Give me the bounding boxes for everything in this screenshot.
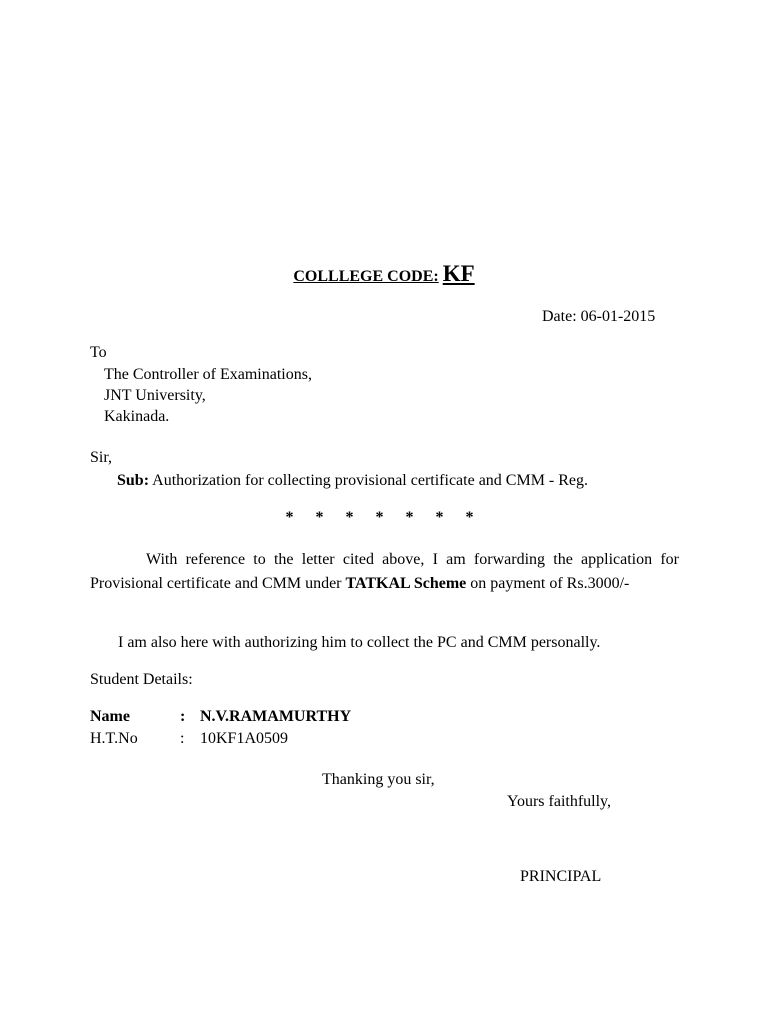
college-code-value: KF (442, 261, 475, 286)
student-name-label: Name (90, 708, 130, 725)
student-name-colon: : (180, 708, 186, 725)
address-to: To (90, 344, 107, 361)
body-paragraph-authorization: I am also here with authorizing him to collect the PC and CMM personally. (118, 634, 601, 651)
body-paragraph-forwarding (90, 548, 679, 596)
closing-thanks: Thanking you sir, (322, 771, 435, 788)
student-htno-value: 10KF1A0509 (200, 730, 289, 747)
college-code-heading (0, 262, 768, 285)
subject-line (117, 473, 588, 489)
student-htno-colon: : (180, 730, 185, 747)
address-line-university: JNT University, (104, 387, 206, 404)
subject-text: Authorization for collecting provisional certificate and CMM - Reg. (149, 472, 589, 489)
student-name-value: N.V.RAMAMURTHY (200, 708, 352, 725)
closing-yours-faithfully: Yours faithfully, (507, 793, 612, 810)
address-line-city: Kakinada. (104, 408, 170, 425)
student-htno-label: H.T.No (90, 730, 138, 747)
subject-label: Sub: (117, 472, 150, 489)
tatkal-scheme-text: TATKAL Scheme (345, 575, 467, 592)
signatory-principal: PRINCIPAL (520, 868, 602, 885)
college-code-label: COLLLEGE CODE: (293, 268, 439, 285)
body-paragraph-part2: on payment of Rs.3000/- (466, 575, 630, 592)
address-line-recipient: The Controller of Examinations, (104, 366, 312, 383)
separator-stars: * * * * * * * (285, 509, 483, 526)
body-paragraph-part1: With reference to the letter cited above, I am forwarding the application for Provisional certificate and CMM under (90, 551, 679, 592)
letter-date: Date: 06-01-2015 (542, 308, 656, 325)
student-details-heading: Student Details: (90, 671, 193, 688)
salutation: Sir, (90, 449, 113, 466)
